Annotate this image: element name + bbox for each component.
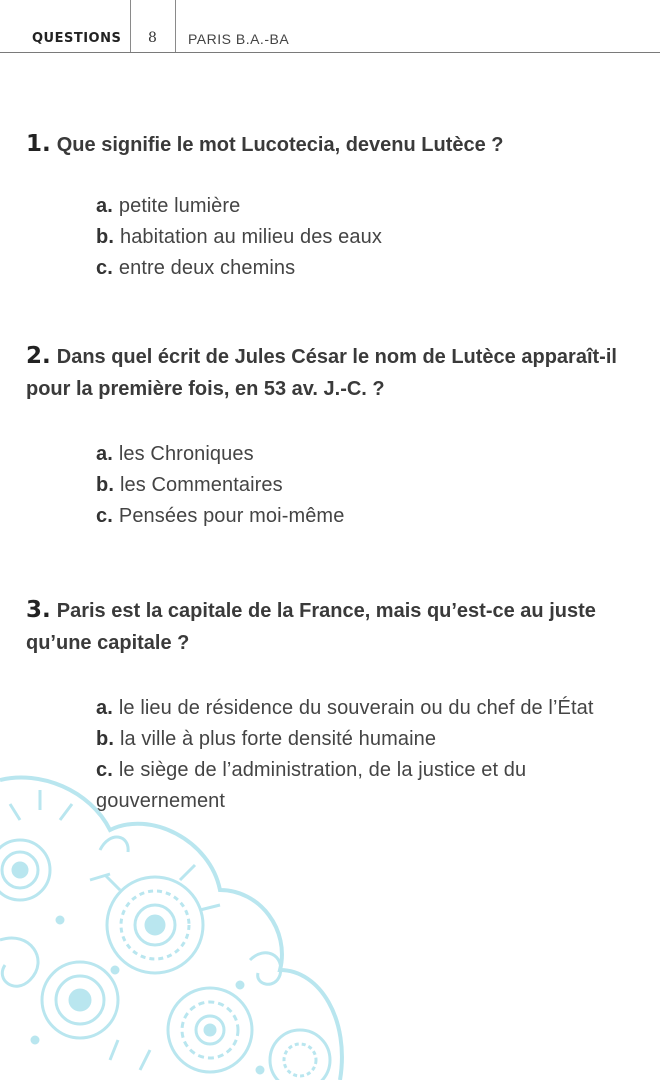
page-number: 8 — [148, 30, 157, 46]
answer-list — [26, 191, 626, 284]
question-prompt: Dans quel écrit de Jules César le nom de Lutèce apparaît-il pour la première fois, en 53 av. J.-C. ? — [26, 346, 617, 400]
answer-letter: c. — [96, 505, 113, 527]
answer-option — [26, 724, 626, 755]
answer-letter: a. — [96, 195, 113, 217]
question-text — [26, 340, 626, 405]
header-rule — [0, 52, 660, 53]
answer-option — [26, 439, 626, 470]
answer-text: petite lumière — [118, 195, 241, 217]
section-label: QUESTIONS — [32, 31, 122, 46]
answer-letter: b. — [96, 474, 114, 496]
question-text — [26, 594, 626, 659]
answer-text: habitation au milieu des eaux — [119, 226, 382, 248]
answer-list — [26, 439, 626, 532]
question-prompt: Paris est la capitale de la France, mais qu’est-ce au juste qu’une capitale ? — [26, 600, 596, 654]
answer-option — [26, 253, 626, 284]
answer-text: entre deux chemins — [118, 257, 296, 279]
answer-letter: a. — [96, 697, 113, 719]
question-1 — [26, 128, 626, 279]
answer-letter: c. — [96, 257, 113, 279]
decorative-ornament-icon — [0, 770, 660, 1080]
question-number: 2. — [26, 343, 51, 369]
answer-text: la ville à plus forte densité humaine — [119, 728, 437, 750]
question-text — [26, 128, 626, 161]
question-number: 3. — [26, 597, 51, 623]
question-prompt: Que signifie le mot Lucotecia, devenu Lutèce ? — [56, 134, 504, 156]
answer-text: le siège de l’administration, de la justice et du gouvernement — [96, 759, 527, 812]
answer-text: le lieu de résidence du souverain ou du chef de l’État — [118, 697, 594, 719]
answer-letter: b. — [96, 728, 114, 750]
question-2 — [26, 340, 626, 527]
header-separator — [175, 0, 176, 53]
book-title: PARIS B.A.-BA — [188, 31, 290, 47]
answer-option — [26, 501, 626, 532]
answer-option — [26, 222, 626, 253]
answer-letter: c. — [96, 759, 113, 781]
answer-letter: a. — [96, 443, 113, 465]
answer-letter: b. — [96, 226, 114, 248]
running-header — [0, 0, 660, 54]
answer-option — [26, 191, 626, 222]
answer-text: les Chroniques — [118, 443, 254, 465]
answer-text: Pensées pour moi-même — [118, 505, 345, 527]
answer-option — [26, 470, 626, 501]
question-number: 1. — [26, 131, 51, 157]
question-3 — [26, 594, 626, 812]
answer-option — [26, 693, 626, 724]
answer-text: les Commentaires — [119, 474, 283, 496]
